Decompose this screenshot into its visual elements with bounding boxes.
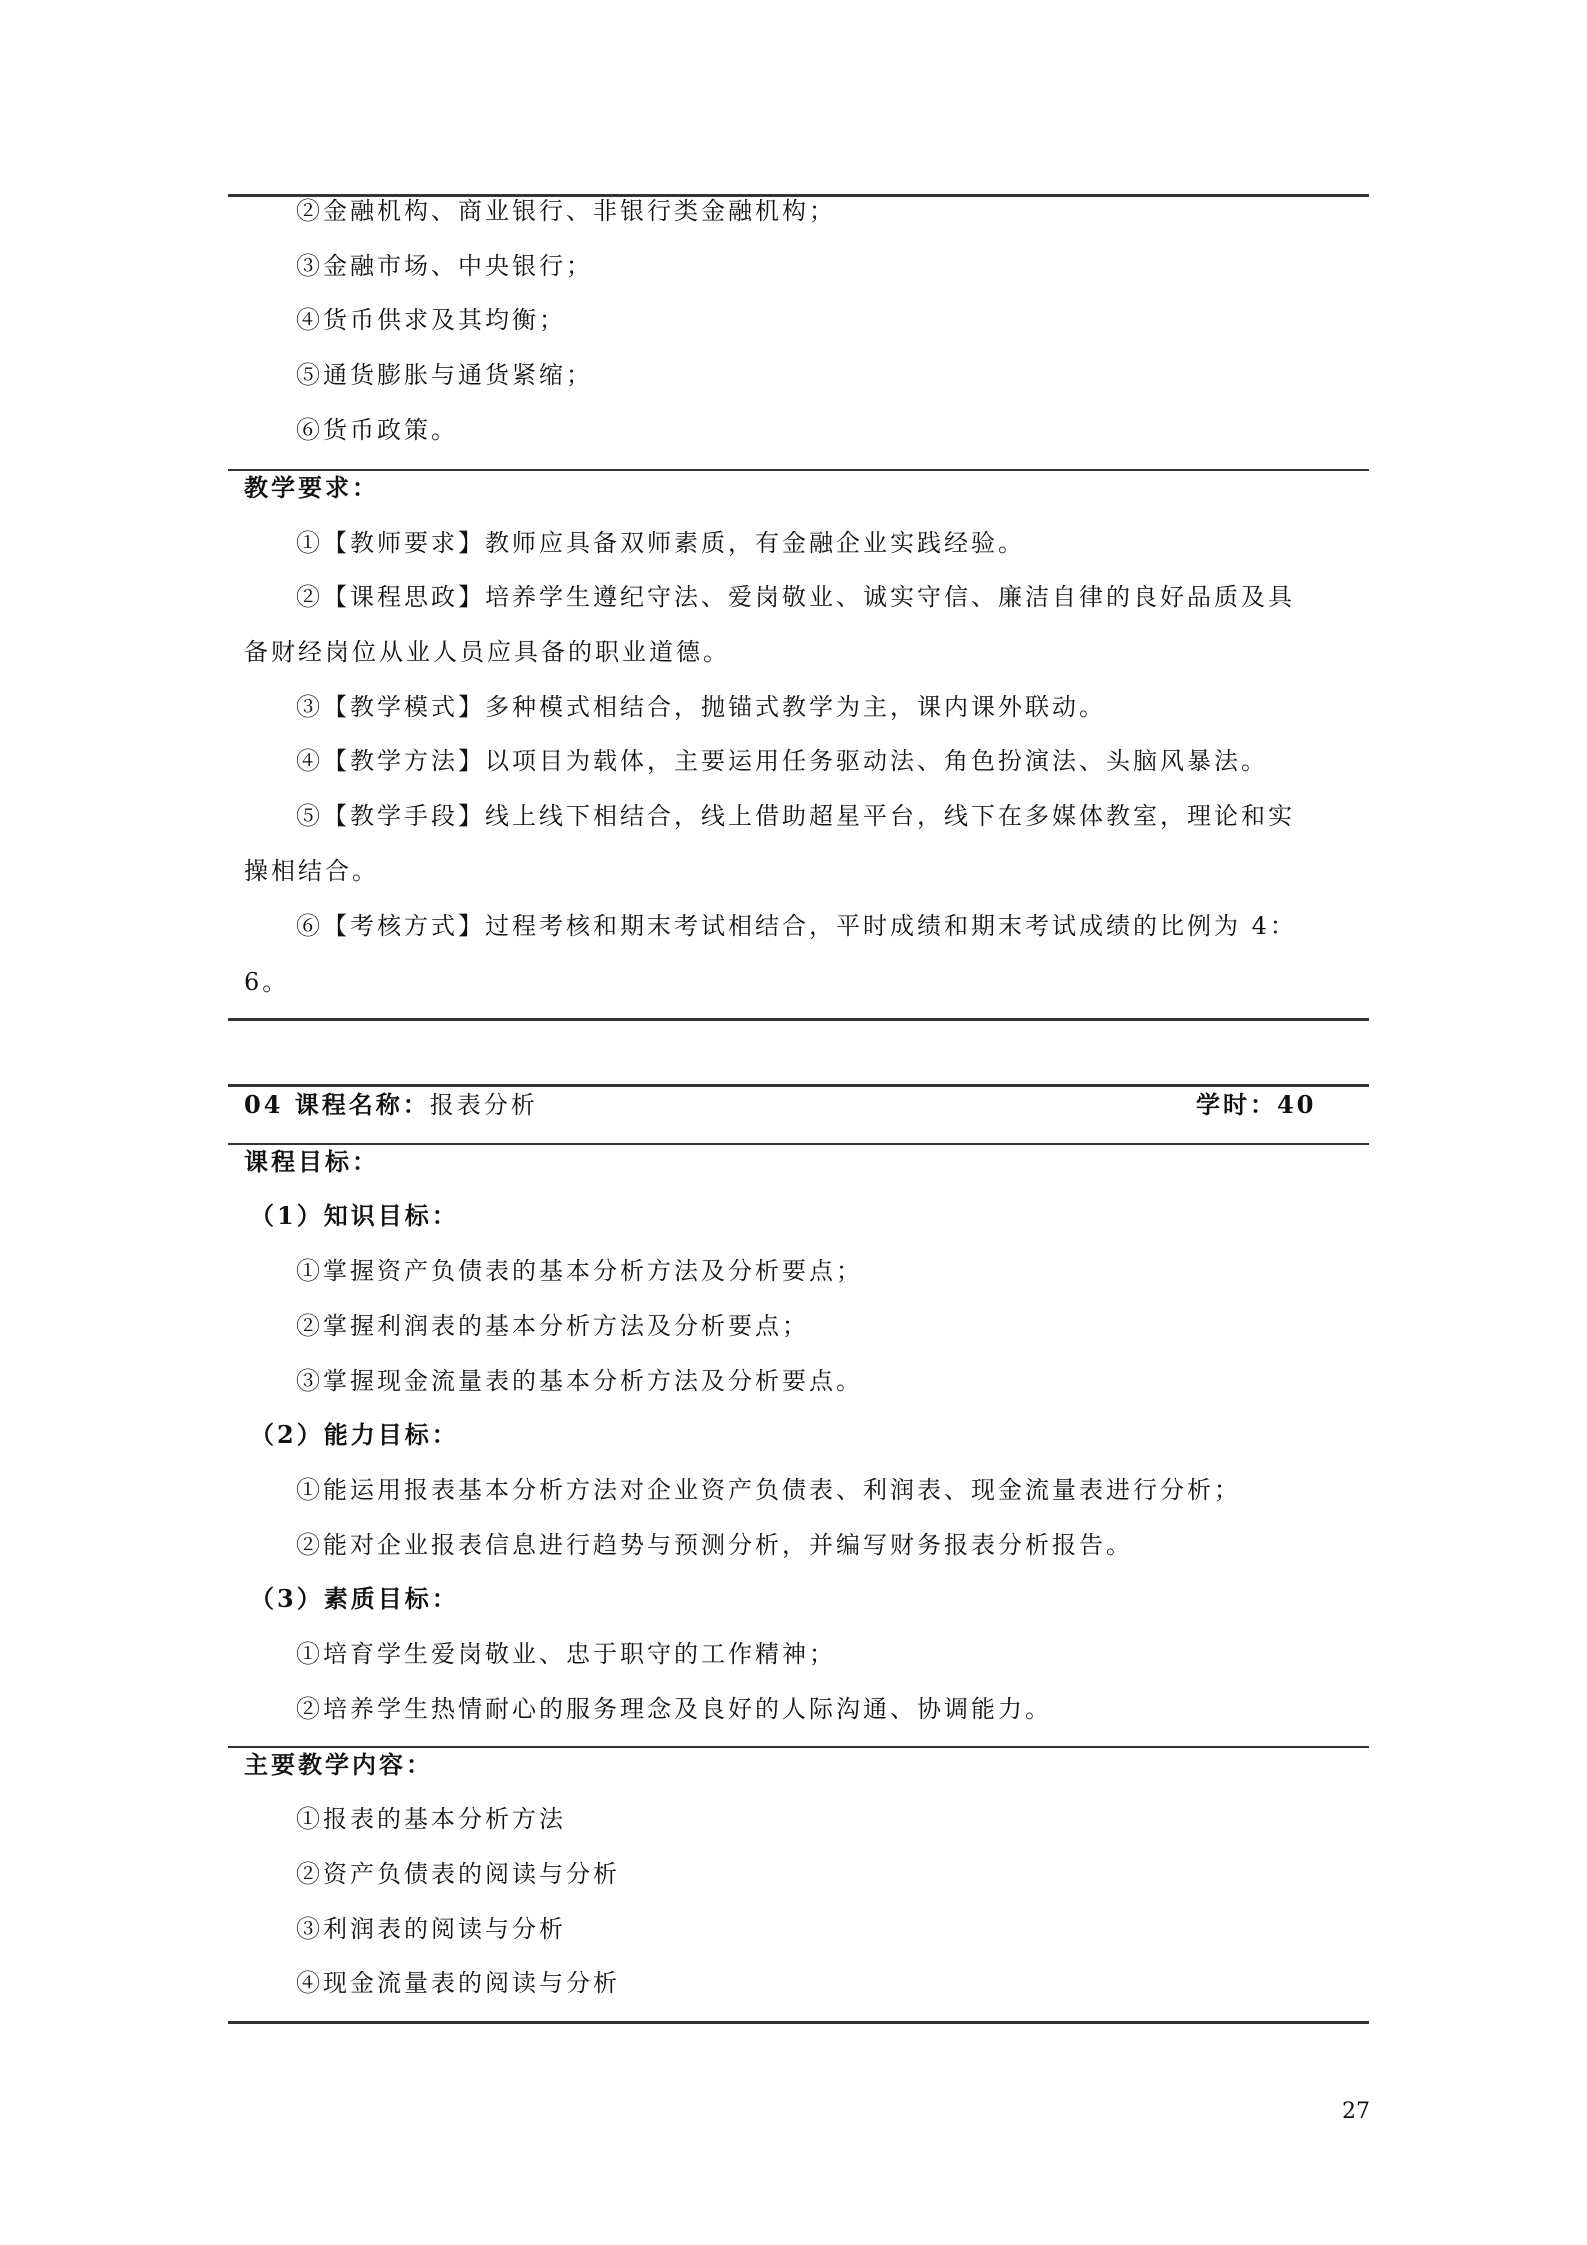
requirement-text: 多种模式相结合，抛锚式教学为主，课内课外联动。 [485, 693, 1106, 721]
content-heading: 主要教学内容： [244, 1750, 433, 1779]
content-item: ②金融机构、商业银行、非银行类金融机构； [296, 197, 836, 225]
requirement-text: 线上线下相结合，线上借助超星平台，线下在多媒体教室，理论和实 [485, 802, 1295, 830]
requirement-prefix: ⑥【考核方式】 [296, 912, 485, 940]
section-divider [228, 469, 1369, 471]
requirement-prefix: ⑤【教学手段】 [296, 802, 485, 830]
requirement-continuation: 备财经岗位从业人员应具备的职业道德。 [244, 638, 730, 666]
ability-item: ①能运用报表基本分析方法对企业资产负债表、利润表、现金流量表进行分析； [296, 1476, 1241, 1504]
course-name: 报表分析 [429, 1091, 538, 1119]
content-item: ④现金流量表的阅读与分析 [296, 1969, 620, 1997]
requirement-prefix: ④【教学方法】 [296, 747, 485, 775]
requirement-prefix: ①【教师要求】 [296, 529, 485, 557]
requirement-text: 教师应具备双师素质，有金融企业实践经验。 [485, 529, 1025, 557]
requirement-text: 过程考核和期末考试相结合，平时成绩和期末考试成绩的比例为 4： [485, 912, 1297, 940]
quality-item: ①培育学生爱岗敬业、忠于职守的工作精神； [296, 1640, 836, 1668]
requirements-heading: 教学要求： [244, 473, 379, 502]
knowledge-item: ②掌握利润表的基本分析方法及分析要点； [296, 1312, 809, 1340]
content-item: ①报表的基本分析方法 [296, 1805, 566, 1833]
requirement-prefix: ③【教学模式】 [296, 693, 485, 721]
knowledge-item: ③掌握现金流量表的基本分析方法及分析要点。 [296, 1367, 863, 1395]
course-label: 04 课程名称： [244, 1090, 430, 1119]
requirement-item [296, 582, 1295, 612]
knowledge-heading: （1）知识目标： [250, 1201, 459, 1230]
requirement-text: 以项目为载体，主要运用任务驱动法、角色扮演法、头脑风暴法。 [485, 747, 1268, 775]
quality-heading: （3）素质目标： [250, 1584, 459, 1613]
block-top-rule [228, 1084, 1369, 1087]
page-number: 27 [1342, 2099, 1370, 2124]
ability-item: ②能对企业报表信息进行趋势与预测分析，并编写财务报表分析报告。 [296, 1531, 1133, 1559]
requirement-continuation: 6。 [244, 968, 290, 996]
block-bottom-rule [228, 2021, 1369, 2024]
requirement-item [296, 801, 1295, 831]
content-item: ②资产负债表的阅读与分析 [296, 1860, 620, 1888]
content-item: ③金融市场、中央银行； [296, 252, 593, 280]
content-item: ⑥货币政策。 [296, 416, 458, 444]
requirement-text: 培养学生遵纪守法、爱岗敬业、诚实守信、廉洁自律的良好品质及具 [485, 583, 1295, 611]
requirement-item [296, 746, 1268, 776]
quality-item: ②培养学生热情耐心的服务理念及良好的人际沟通、协调能力。 [296, 1695, 1052, 1723]
section-divider [228, 1143, 1369, 1145]
block-bottom-rule [228, 1018, 1369, 1021]
goals-heading: 课程目标： [244, 1147, 379, 1176]
ability-heading: （2）能力目标： [250, 1420, 459, 1449]
requirement-prefix: ②【课程思政】 [296, 583, 485, 611]
section-divider [228, 1746, 1369, 1748]
course-hours: 学时：40 [1196, 1090, 1317, 1119]
content-item: ⑤通货膨胀与通货紧缩； [296, 361, 593, 389]
requirement-continuation: 操相结合。 [244, 857, 379, 885]
course-title-row [244, 1090, 538, 1120]
requirement-item [296, 911, 1297, 941]
content-item: ③利润表的阅读与分析 [296, 1915, 566, 1943]
requirement-item [296, 692, 1106, 722]
knowledge-item: ①掌握资产负债表的基本分析方法及分析要点； [296, 1257, 863, 1285]
requirement-item [296, 528, 1025, 558]
content-item: ④货币供求及其均衡； [296, 306, 566, 334]
